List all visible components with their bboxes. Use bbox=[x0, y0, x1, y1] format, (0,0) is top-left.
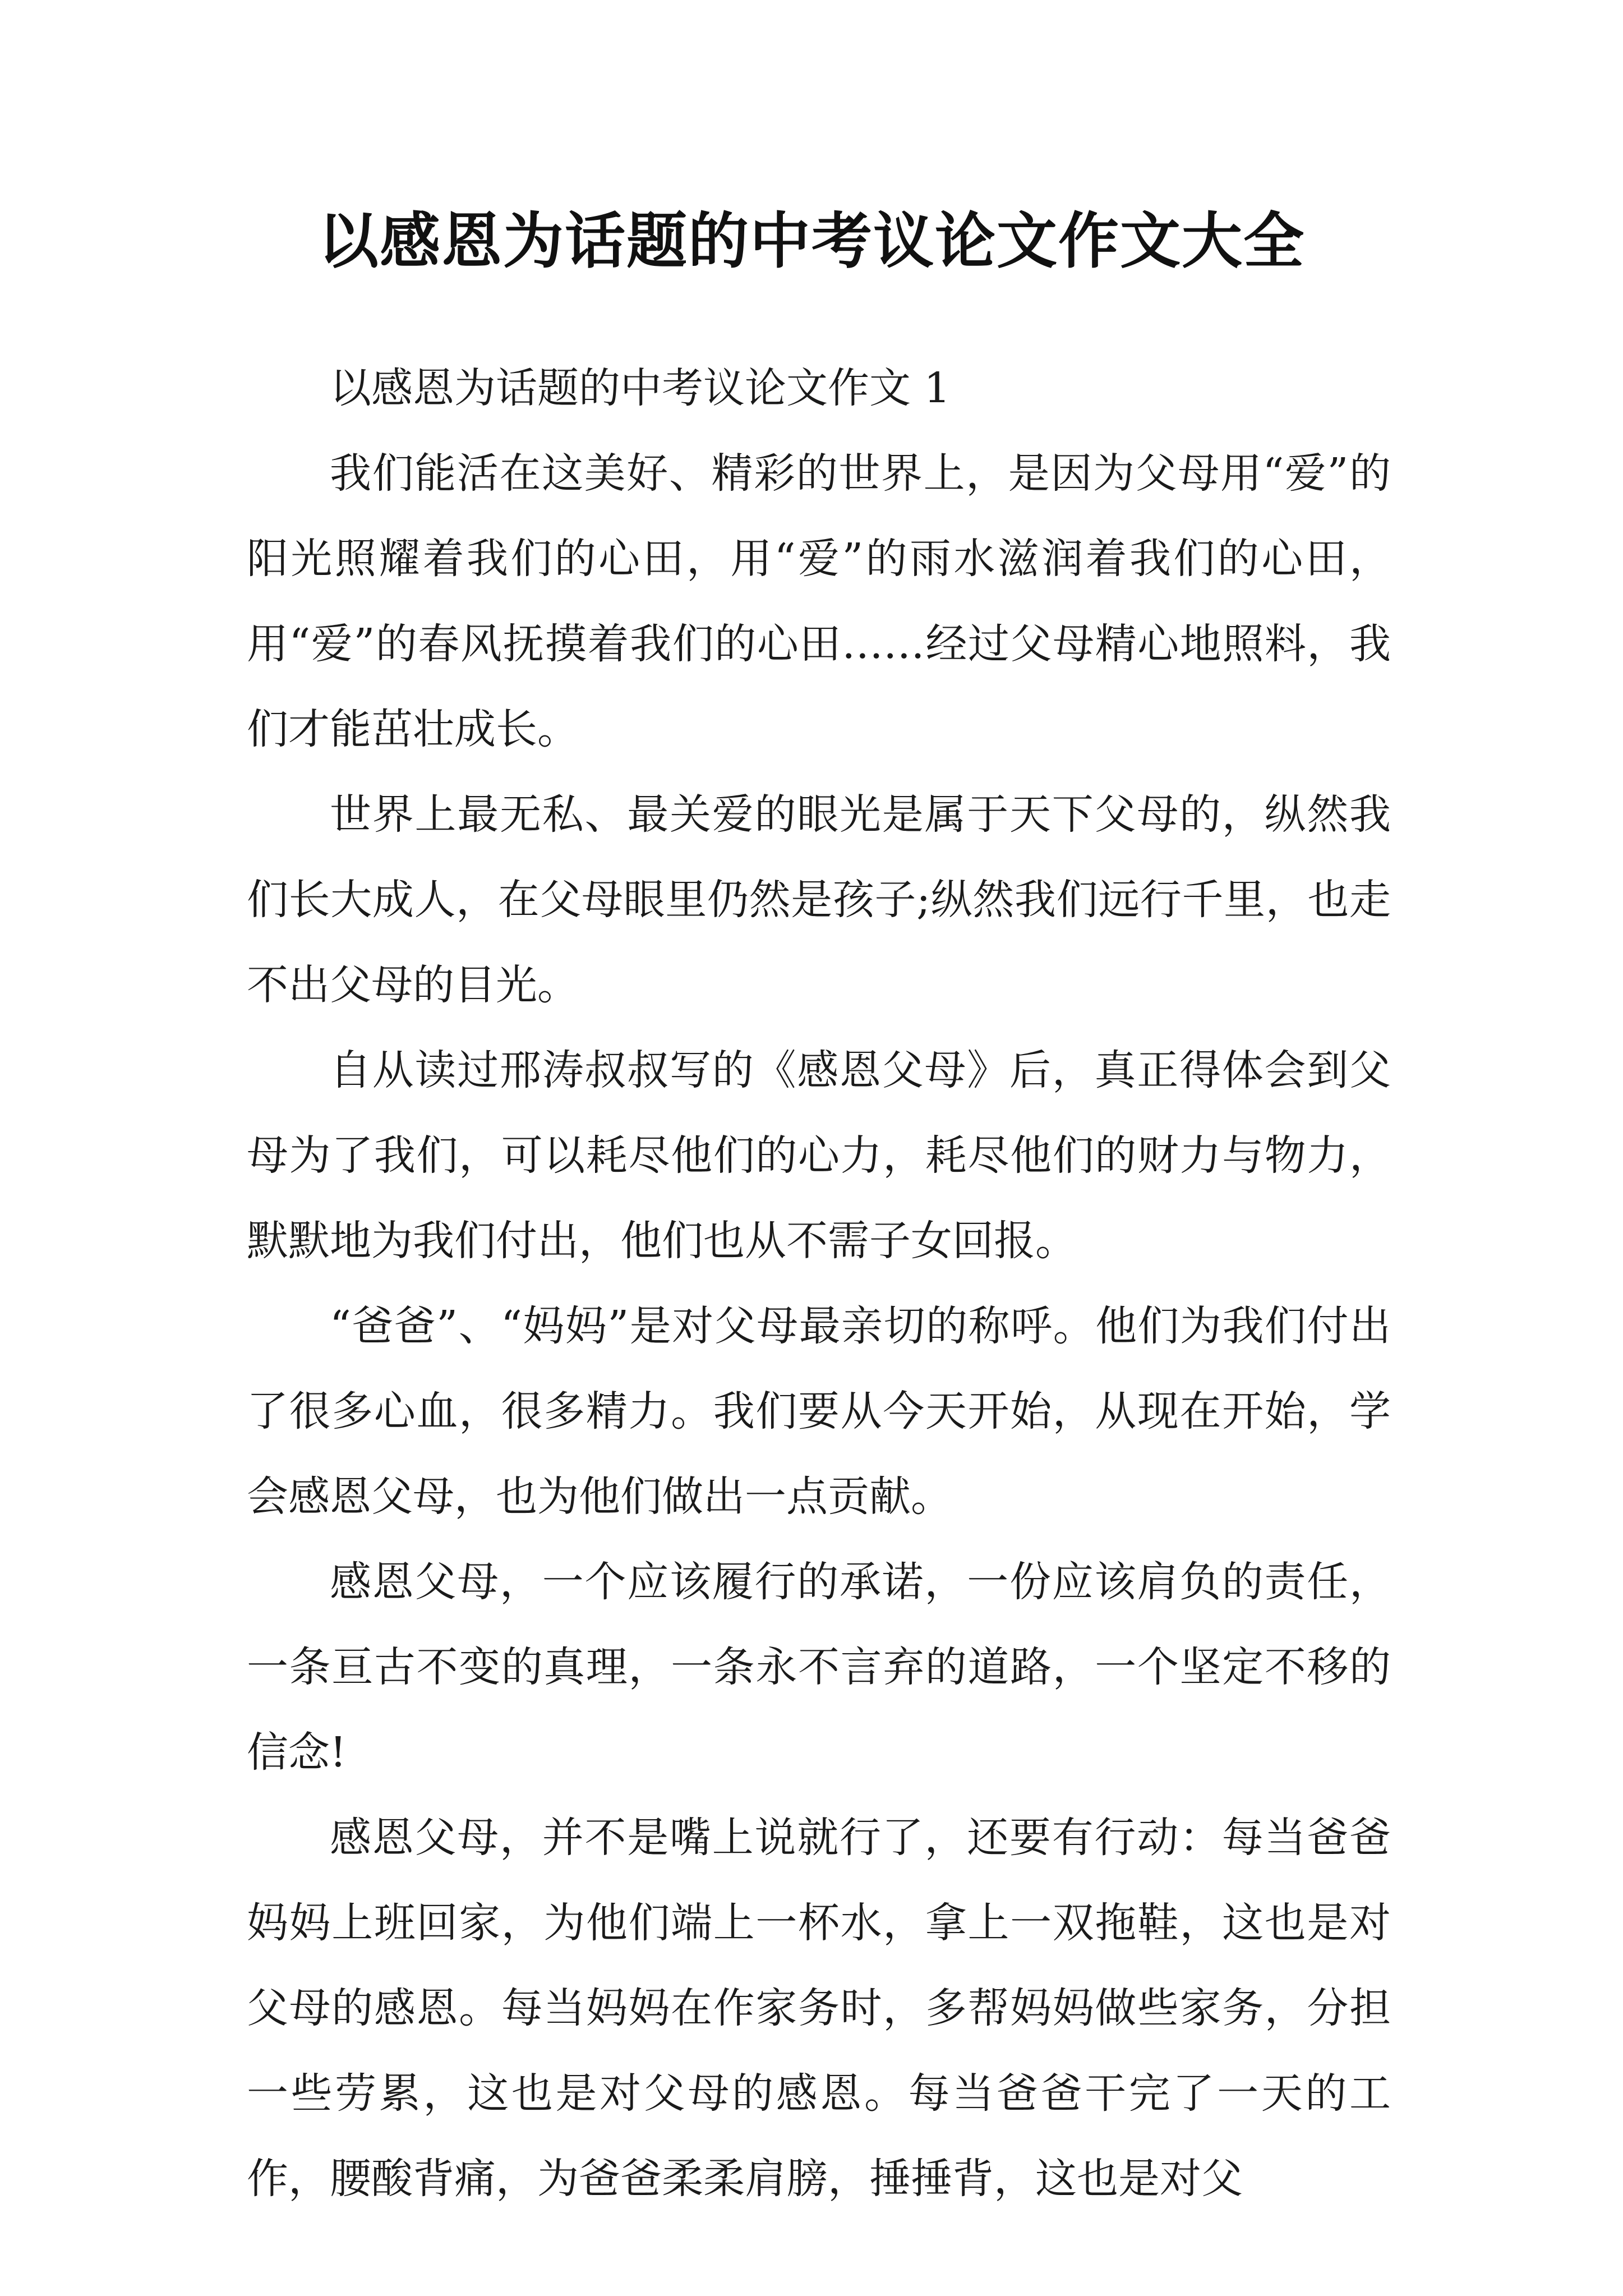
paragraph: 自从读过邢涛叔叔写的《感恩父母》后，真正得体会到父母为了我们，可以耗尽他们的心力，耗尽他们的财力与物力，默默地为我们付出，他们也从不需子女回报。 bbox=[247, 1046, 1391, 1265]
essay-subheading: 以感恩为话题的中考议论文作文 1 bbox=[330, 364, 951, 412]
paragraph: 感恩父母，并不是嘴上说就行了，还要有行动：每当爸爸妈妈上班回家，为他们端上一杯水，拿上一双拖鞋，这也是对父母的感恩。每当妈妈在作家务时，多帮妈妈做些家务，分担一些劳累，这也是对父母的感恩。每当爸爸干完了一天的工作，腰酸背痛，为爸爸柔柔肩膀，捶捶背，这也是对父 bbox=[247, 1814, 1391, 2203]
document-body bbox=[247, 346, 1391, 2221]
paragraph: 我们能活在这美好、精彩的世界上，是因为父母用“爱”的阳光照耀着我们的心田，用“爱”的雨水滋润着我们的心田，用“爱”的春风抚摸着我们的心田……经过父母精心地照料，我们才能茁壮成长。 bbox=[247, 449, 1391, 753]
document-title: 以感恩为话题的中考议论文作文大全 bbox=[317, 206, 1305, 277]
paragraph: 世界上最无私、最关爱的眼光是属于天下父母的，纵然我们长大成人，在父母眼里仍然是孩子;纵然我们远行千里，也走不出父母的目光。 bbox=[247, 790, 1391, 1009]
paragraph: 感恩父母，一个应该履行的承诺，一份应该肩负的责任，一条亘古不变的真理，一条永不言弃的道路，一个坚定不移的信念! bbox=[247, 1558, 1391, 1777]
paragraph: “爸爸”、“妈妈”是对父母最亲切的称呼。他们为我们付出了很多心血，很多精力。我们要从今天开始，从现在开始，学会感恩父母，也为他们做出一点贡献。 bbox=[247, 1302, 1391, 1521]
